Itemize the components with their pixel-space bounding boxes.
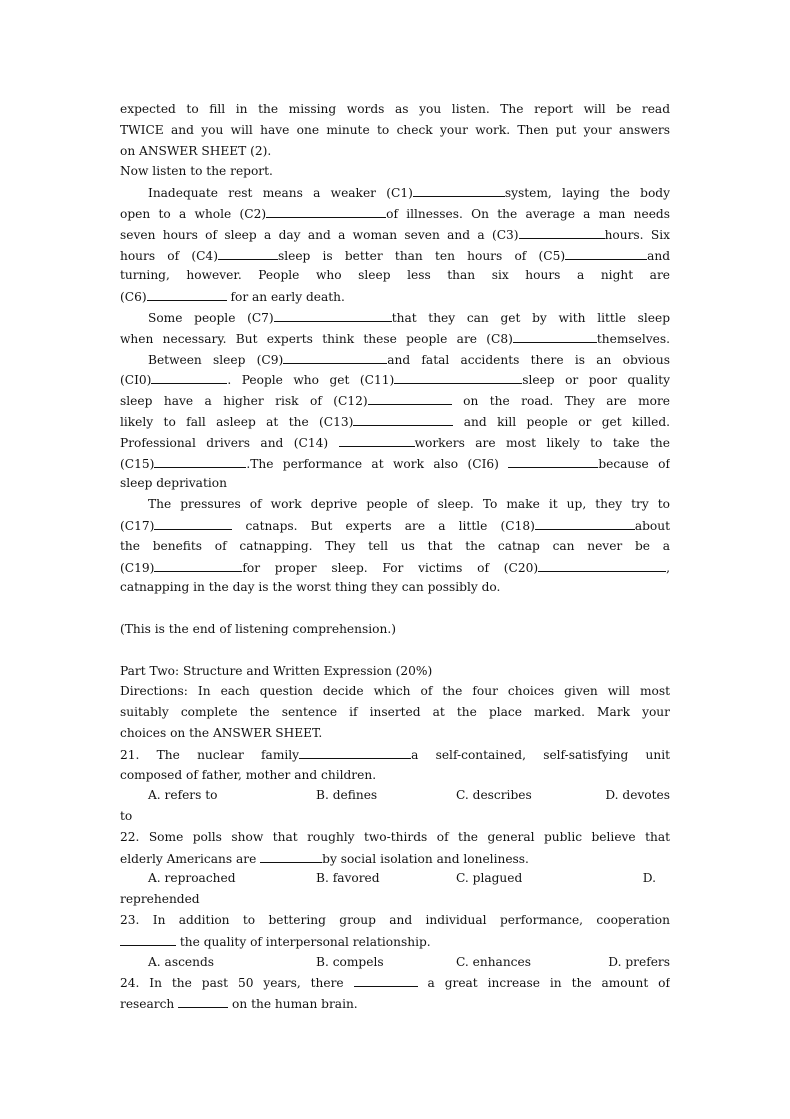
passage-line: Inadequate rest means a weaker (C1) system, laying the body xyxy=(120,182,670,203)
option-d[interactable]: D. prefers xyxy=(608,954,670,969)
intro-line: TWICE and you will have one minute to check your work. Then put your answers xyxy=(120,122,670,137)
passage-line: (C15) .The performance at work also (CI6) because of xyxy=(120,453,670,474)
passage-line: hours of (C4) sleep is better than ten hours of (C5) and xyxy=(120,245,670,266)
intro-line: Now listen to the report. xyxy=(120,164,273,179)
passage-line: Some people (C7) that they can get by with little sleep xyxy=(120,307,670,328)
option-c[interactable]: C. plagued xyxy=(456,871,523,886)
blank-c11[interactable] xyxy=(394,369,522,384)
question-24-cont: research on the human brain. xyxy=(120,993,670,1014)
blank-q21[interactable] xyxy=(299,744,411,759)
exam-page xyxy=(120,99,670,1014)
blank-c4[interactable] xyxy=(218,245,278,260)
option-c[interactable]: C. enhances xyxy=(456,954,531,969)
passage-line: Between sleep (C9) and fatal accidents there is an obvious xyxy=(120,349,670,370)
passage-line: turning, however. People who sleep less than six hours a night are xyxy=(120,268,670,283)
blank-q22[interactable] xyxy=(260,848,322,863)
question-22-cont: elderly Americans are by social isolation and loneliness. xyxy=(120,848,670,869)
end-note: (This is the end of listening comprehension.) xyxy=(120,621,396,636)
question-24: 24. In the past 50 years, there a great increase in the amount of xyxy=(120,972,670,993)
options-q21 xyxy=(120,785,670,806)
passage-line: (C17) catnaps. But experts are a little (C18) about xyxy=(120,515,670,536)
passage-line: when necessary. But experts think these people are (C8) themselves. xyxy=(120,328,670,349)
blank-c14[interactable] xyxy=(339,432,415,447)
question-21-cont: composed of father, mother and children. xyxy=(120,767,377,782)
options-q23 xyxy=(120,952,670,973)
blank-c17[interactable] xyxy=(154,515,232,530)
passage-line: (C19) for proper sleep. For victims of (C20) , xyxy=(120,557,670,578)
option-a[interactable]: A. reproached xyxy=(148,871,236,886)
option-b[interactable]: B. defines xyxy=(316,788,378,803)
blank-c16[interactable] xyxy=(508,453,598,468)
blank-c8[interactable] xyxy=(513,328,597,343)
option-d[interactable]: D. xyxy=(642,871,656,886)
blank-c10[interactable] xyxy=(151,369,227,384)
blank-c15[interactable] xyxy=(154,453,246,468)
blank-c6[interactable] xyxy=(147,286,227,301)
option-wrap: reprehended xyxy=(120,892,200,907)
passage-line: open to a whole (C2) of illnesses. On the average a man needs xyxy=(120,203,670,224)
part-two-title: Part Two: Structure and Written Expression (20%) xyxy=(120,663,433,678)
blank-q24b[interactable] xyxy=(178,993,228,1008)
blank-q24a[interactable] xyxy=(354,972,418,987)
blank-c2[interactable] xyxy=(266,203,386,218)
passage-line: Professional drivers and (C14) workers are most likely to take the xyxy=(120,432,670,453)
blank-c9[interactable] xyxy=(283,349,387,364)
option-c[interactable]: C. describes xyxy=(456,788,532,803)
option-d[interactable]: D. devotes xyxy=(605,788,670,803)
blank-c7[interactable] xyxy=(274,307,392,322)
option-a[interactable]: A. ascends xyxy=(148,954,215,969)
passage-line: seven hours of sleep a day and a woman seven and a (C3) hours. Six xyxy=(120,224,670,245)
passage-line: sleep have a higher risk of (C12) on the road. They are more xyxy=(120,390,670,411)
options-q22 xyxy=(120,868,670,889)
passage-line: sleep deprivation xyxy=(120,476,227,491)
blank-c20[interactable] xyxy=(538,557,666,572)
intro-line: expected to fill in the missing words as you listen. The report will be read xyxy=(120,102,670,116)
blank-c18[interactable] xyxy=(535,515,635,530)
passage-line: catnapping in the day is the worst thing they can possibly do. xyxy=(120,580,501,595)
question-23: 23. In addition to bettering group and individual performance, cooperation xyxy=(120,913,670,928)
blank-c13[interactable] xyxy=(353,411,453,426)
directions-line: choices on the ANSWER SHEET. xyxy=(120,725,323,740)
directions-line: suitably complete the sentence if inserted at the place marked. Mark your xyxy=(120,705,670,720)
passage-line: (C6) for an early death. xyxy=(120,286,670,307)
question-21: 21. The nuclear family a self-contained, self-satisfying unit xyxy=(120,744,670,765)
blank-c5[interactable] xyxy=(565,245,647,260)
option-b[interactable]: B. compels xyxy=(316,954,384,969)
option-wrap: to xyxy=(120,809,133,824)
passage-line: (CI0) . People who get (C11) sleep or poor quality xyxy=(120,369,670,390)
passage-line: The pressures of work deprive people of sleep. To make it up, they try to xyxy=(148,497,670,512)
directions-line: Directions: In each question decide which of the four choices given will most xyxy=(120,684,670,699)
option-b[interactable]: B. favored xyxy=(316,871,380,886)
passage-line: likely to fall asleep at the (C13) and kill people or get killed. xyxy=(120,411,670,432)
intro-line: on ANSWER SHEET (2). xyxy=(120,143,272,158)
option-a[interactable]: A. refers to xyxy=(148,788,218,803)
blank-c1[interactable] xyxy=(413,182,505,197)
question-23-cont: the quality of interpersonal relationship. xyxy=(120,931,670,952)
blank-c19[interactable] xyxy=(154,557,242,572)
blank-c3[interactable] xyxy=(519,224,605,239)
passage-line: the benefits of catnapping. They tell us that the catnap can never be a xyxy=(120,538,670,553)
blank-c12[interactable] xyxy=(368,390,452,405)
blank-q23[interactable] xyxy=(120,931,176,946)
question-22: 22. Some polls show that roughly two-thirds of the general public believe that xyxy=(120,829,670,844)
